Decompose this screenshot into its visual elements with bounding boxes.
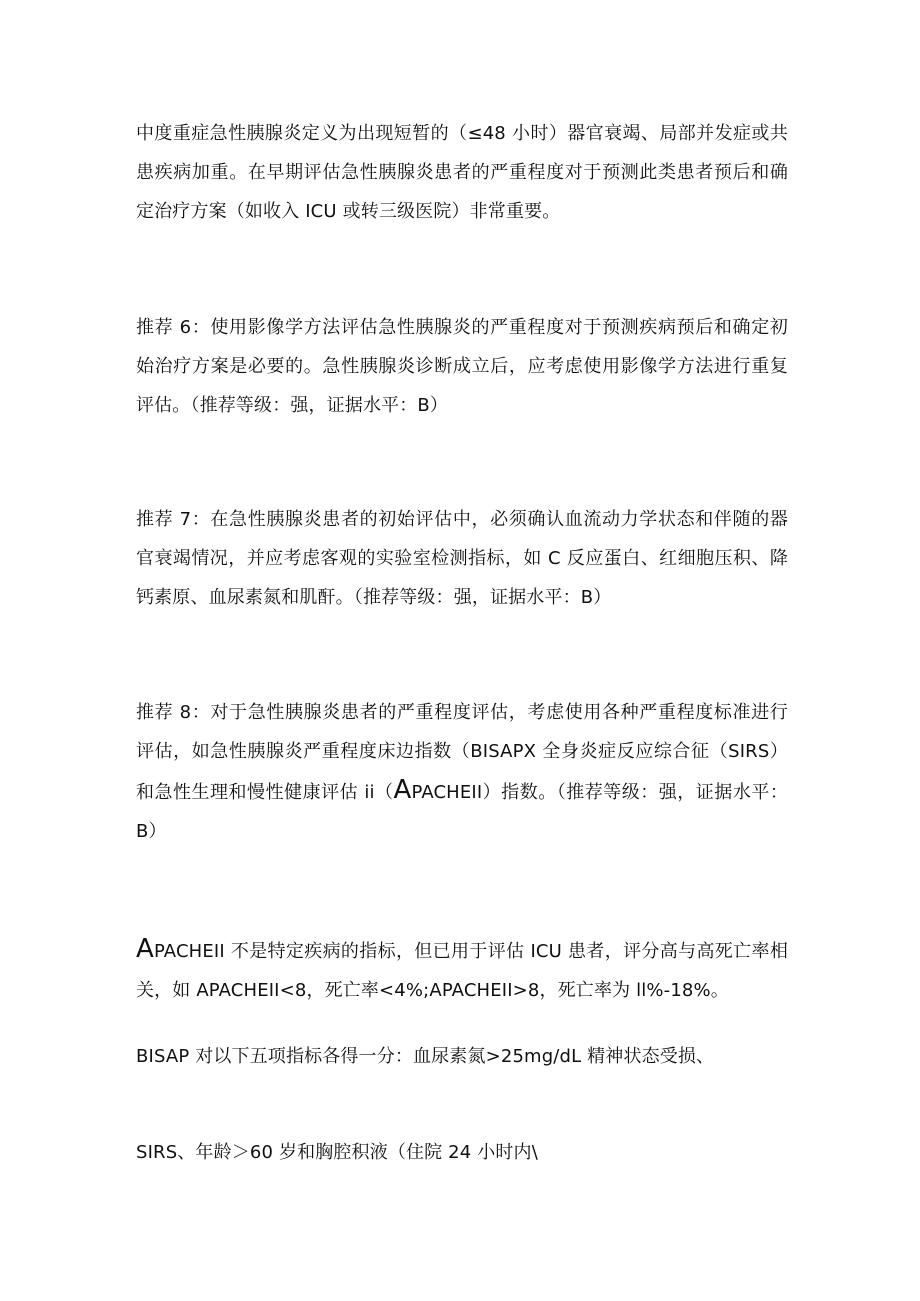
apache-note-initial-letter: A bbox=[136, 934, 154, 964]
apache-initial-letter: A bbox=[393, 775, 412, 805]
recommendation-8-text-end: PACHEII）指数。（推荐等级：强，证据水平：B） bbox=[136, 782, 788, 842]
paragraph-bisap: BISAP 对以下五项指标各得一分：血尿素氮>25mg/dL 精神状态受损、 bbox=[136, 1046, 715, 1067]
paragraph-recommendation-8 bbox=[136, 693, 788, 851]
paragraph-recommendation-6: 推荐 6：使用影像学方法评估急性胰腺炎的严重程度对于预测疾病预后和确定初始治疗方案是必要的。急性胰腺炎诊断成立后，应考虑使用影像学方法进行重复评估。（推荐等级：强，证据水平：B） bbox=[136, 317, 788, 416]
apache-note-text: PACHEII 不是特定疾病的指标，但已用于评估 ICU 患者，评分高与高死亡率相关，如 APACHEII<8，死亡率<4%;APACHEII>8，死亡率为 ll%-18%。 bbox=[136, 941, 788, 1001]
paragraph-recommendation-7: 推荐 7：在急性胰腺炎患者的初始评估中，必须确认血流动力学状态和伴随的器官衰竭情况，并应考虑客观的实验室检测指标，如 C 反应蛋白、红细胞压积、降钙素原、血尿素氮和肌酐。（推荐等级：强，证据水平：B） bbox=[136, 509, 788, 608]
paragraph-apache-note bbox=[136, 930, 788, 1010]
paragraph-definition: 中度重症急性胰腺炎定义为出现短暂的（≤48 小时）器官衰竭、局部并发症或共患疾病加重。在早期评估急性胰腺炎患者的严重程度对于预测此类患者预后和确定治疗方案（如收入 ICU 或转三级医院）非常重要。 bbox=[136, 123, 788, 222]
recommendation-8-text: 推荐 8：对于急性胰腺炎患者的严重程度评估，考虑使用各种严重程度标准进行评估，如急性胰腺炎严重程度床边指数（BISAPX 全身炎症反应综合征（SIRS）和急性生理和慢性健康评估 ii（ bbox=[136, 702, 788, 803]
paragraph-bisap-criteria: SIRS、年龄＞60 岁和胸腔积液（住院 24 小时内\ bbox=[136, 1142, 538, 1163]
